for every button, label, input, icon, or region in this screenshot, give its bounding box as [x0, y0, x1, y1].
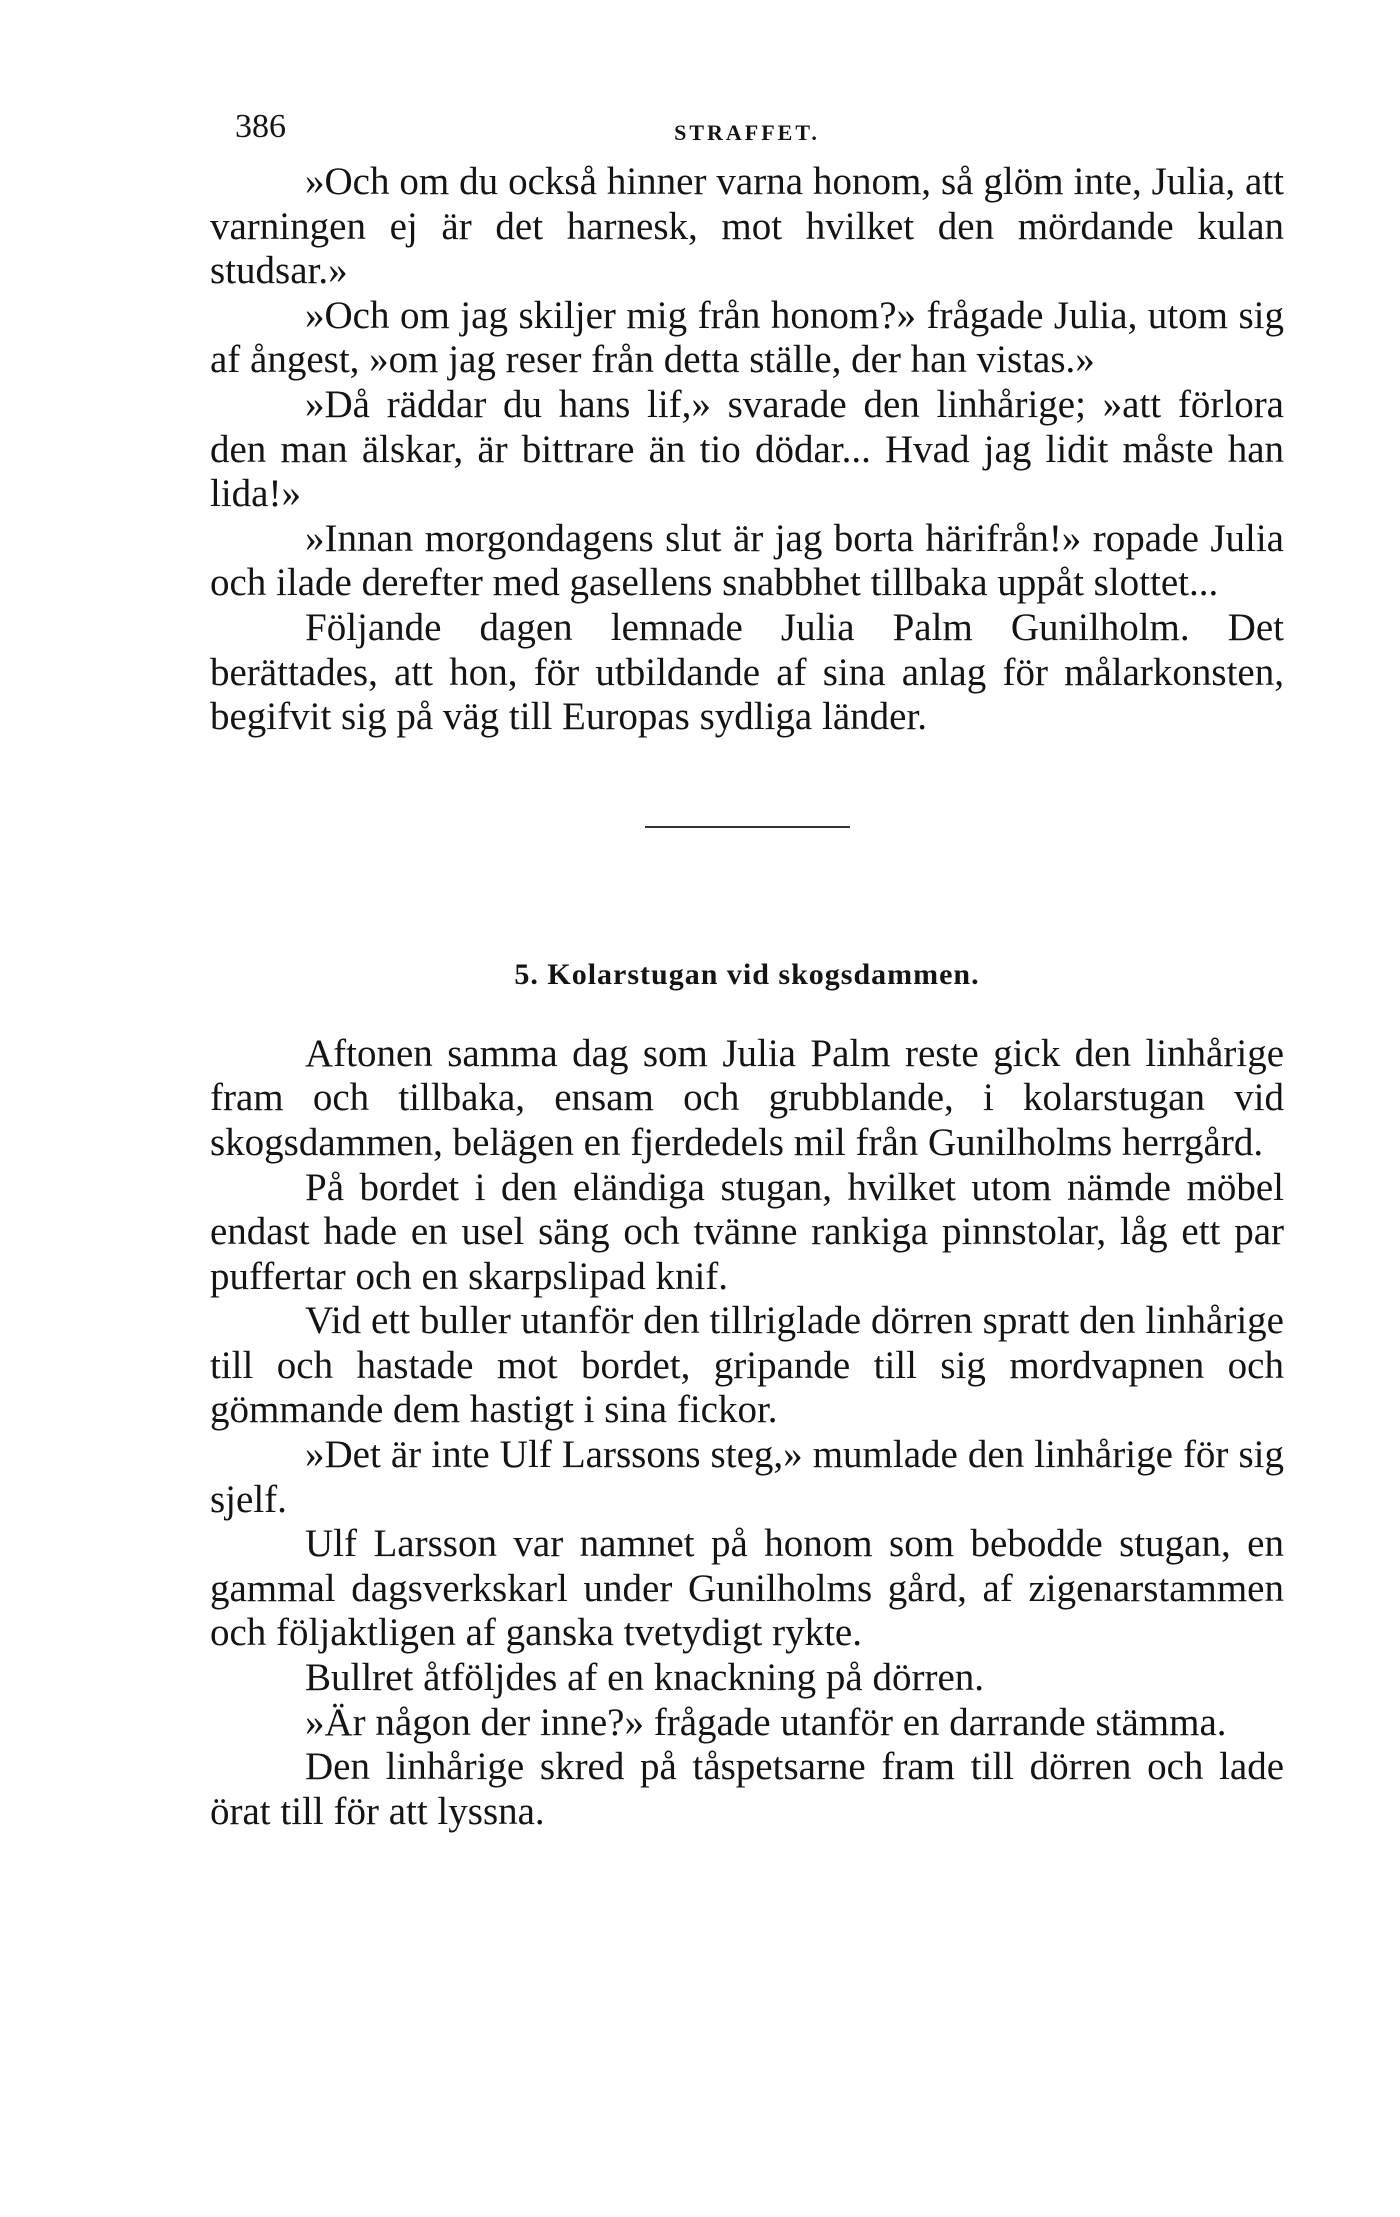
section-heading: 5. Kolarstugan vid skogsdammen. [514, 957, 980, 991]
paragraph: Följande dagen lemnade Julia Palm Gunilholm. Det berättades, att hon, för utbildande af sina anlag för målarkonsten, begifvit sig på väg till Europas sydliga länder. [210, 605, 1284, 739]
chapter-text-part-1 [210, 160, 1284, 740]
section-divider [645, 826, 850, 828]
paragraph: Ulf Larsson var namnet på honom som bebodde stugan, en gammal dagsverkskarl under Gunilholms gård, af zigenarstammen och följaktligen af ganska tvetydigt rykte. [210, 1522, 1284, 1655]
paragraph: Aftonen samma dag som Julia Palm reste gick den linhårige fram och tillbaka, ensam och grubblande, i kolarstugan vid skogsdammen, belägen en fjerdedels mil från Gunilholms herrgård. [210, 1031, 1284, 1164]
paragraph: Den linhårige skred på tåspetsarne fram till dörren och lade örat till för att lyssna. [210, 1745, 1284, 1833]
chapter-text-part-2 [210, 1032, 1284, 1835]
paragraph: »Innan morgondagens slut är jag borta härifrån!» ropade Julia och ilade derefter med gasellens snabbhet tillbaka uppåt slottet... [210, 516, 1284, 605]
paragraph: »Är någon der inne?» frågade utanför en darrande stämma. [305, 1700, 1227, 1744]
page-number: 386 [235, 108, 286, 145]
paragraph: Vid ett buller utanför den tillriglade dörren spratt den linhårige till och hastade mot bordet, gripande till sig mordvapnen och gömmande dem hastigt i sina fickor. [210, 1299, 1284, 1432]
paragraph: Bullret åtföljdes af en knackning på dörren. [305, 1656, 985, 1700]
paragraph: På bordet i den eländiga stugan, hvilket utom nämde möbel endast hade en usel säng och tvänne rankiga pinnstolar, låg ett par puffertar och en skarpslipad knif. [210, 1165, 1284, 1298]
paragraph: »Det är inte Ulf Larssons steg,» mumlade den linhårige för sig sjelf. [210, 1433, 1284, 1521]
paragraph: »Och om jag skiljer mig från honom?» frågade Julia, utom sig af ångest, »om jag reser från detta ställe, der han vistas.» [210, 293, 1284, 382]
book-page [210, 100, 1284, 1834]
running-head: STRAFFET. [674, 120, 820, 145]
page-header [210, 100, 1284, 160]
paragraph: »Då räddar du hans lif,» svarade den linhårige; »att förlora den man älskar, är bittrare än tio dödar... Hvad jag lidit måste han lida!» [210, 382, 1284, 516]
paragraph: »Och om du också hinner varna honom, så glöm inte, Julia, att varningen ej är det harnesk, mot hvilket den mördande kulan studsar.» [210, 160, 1284, 293]
